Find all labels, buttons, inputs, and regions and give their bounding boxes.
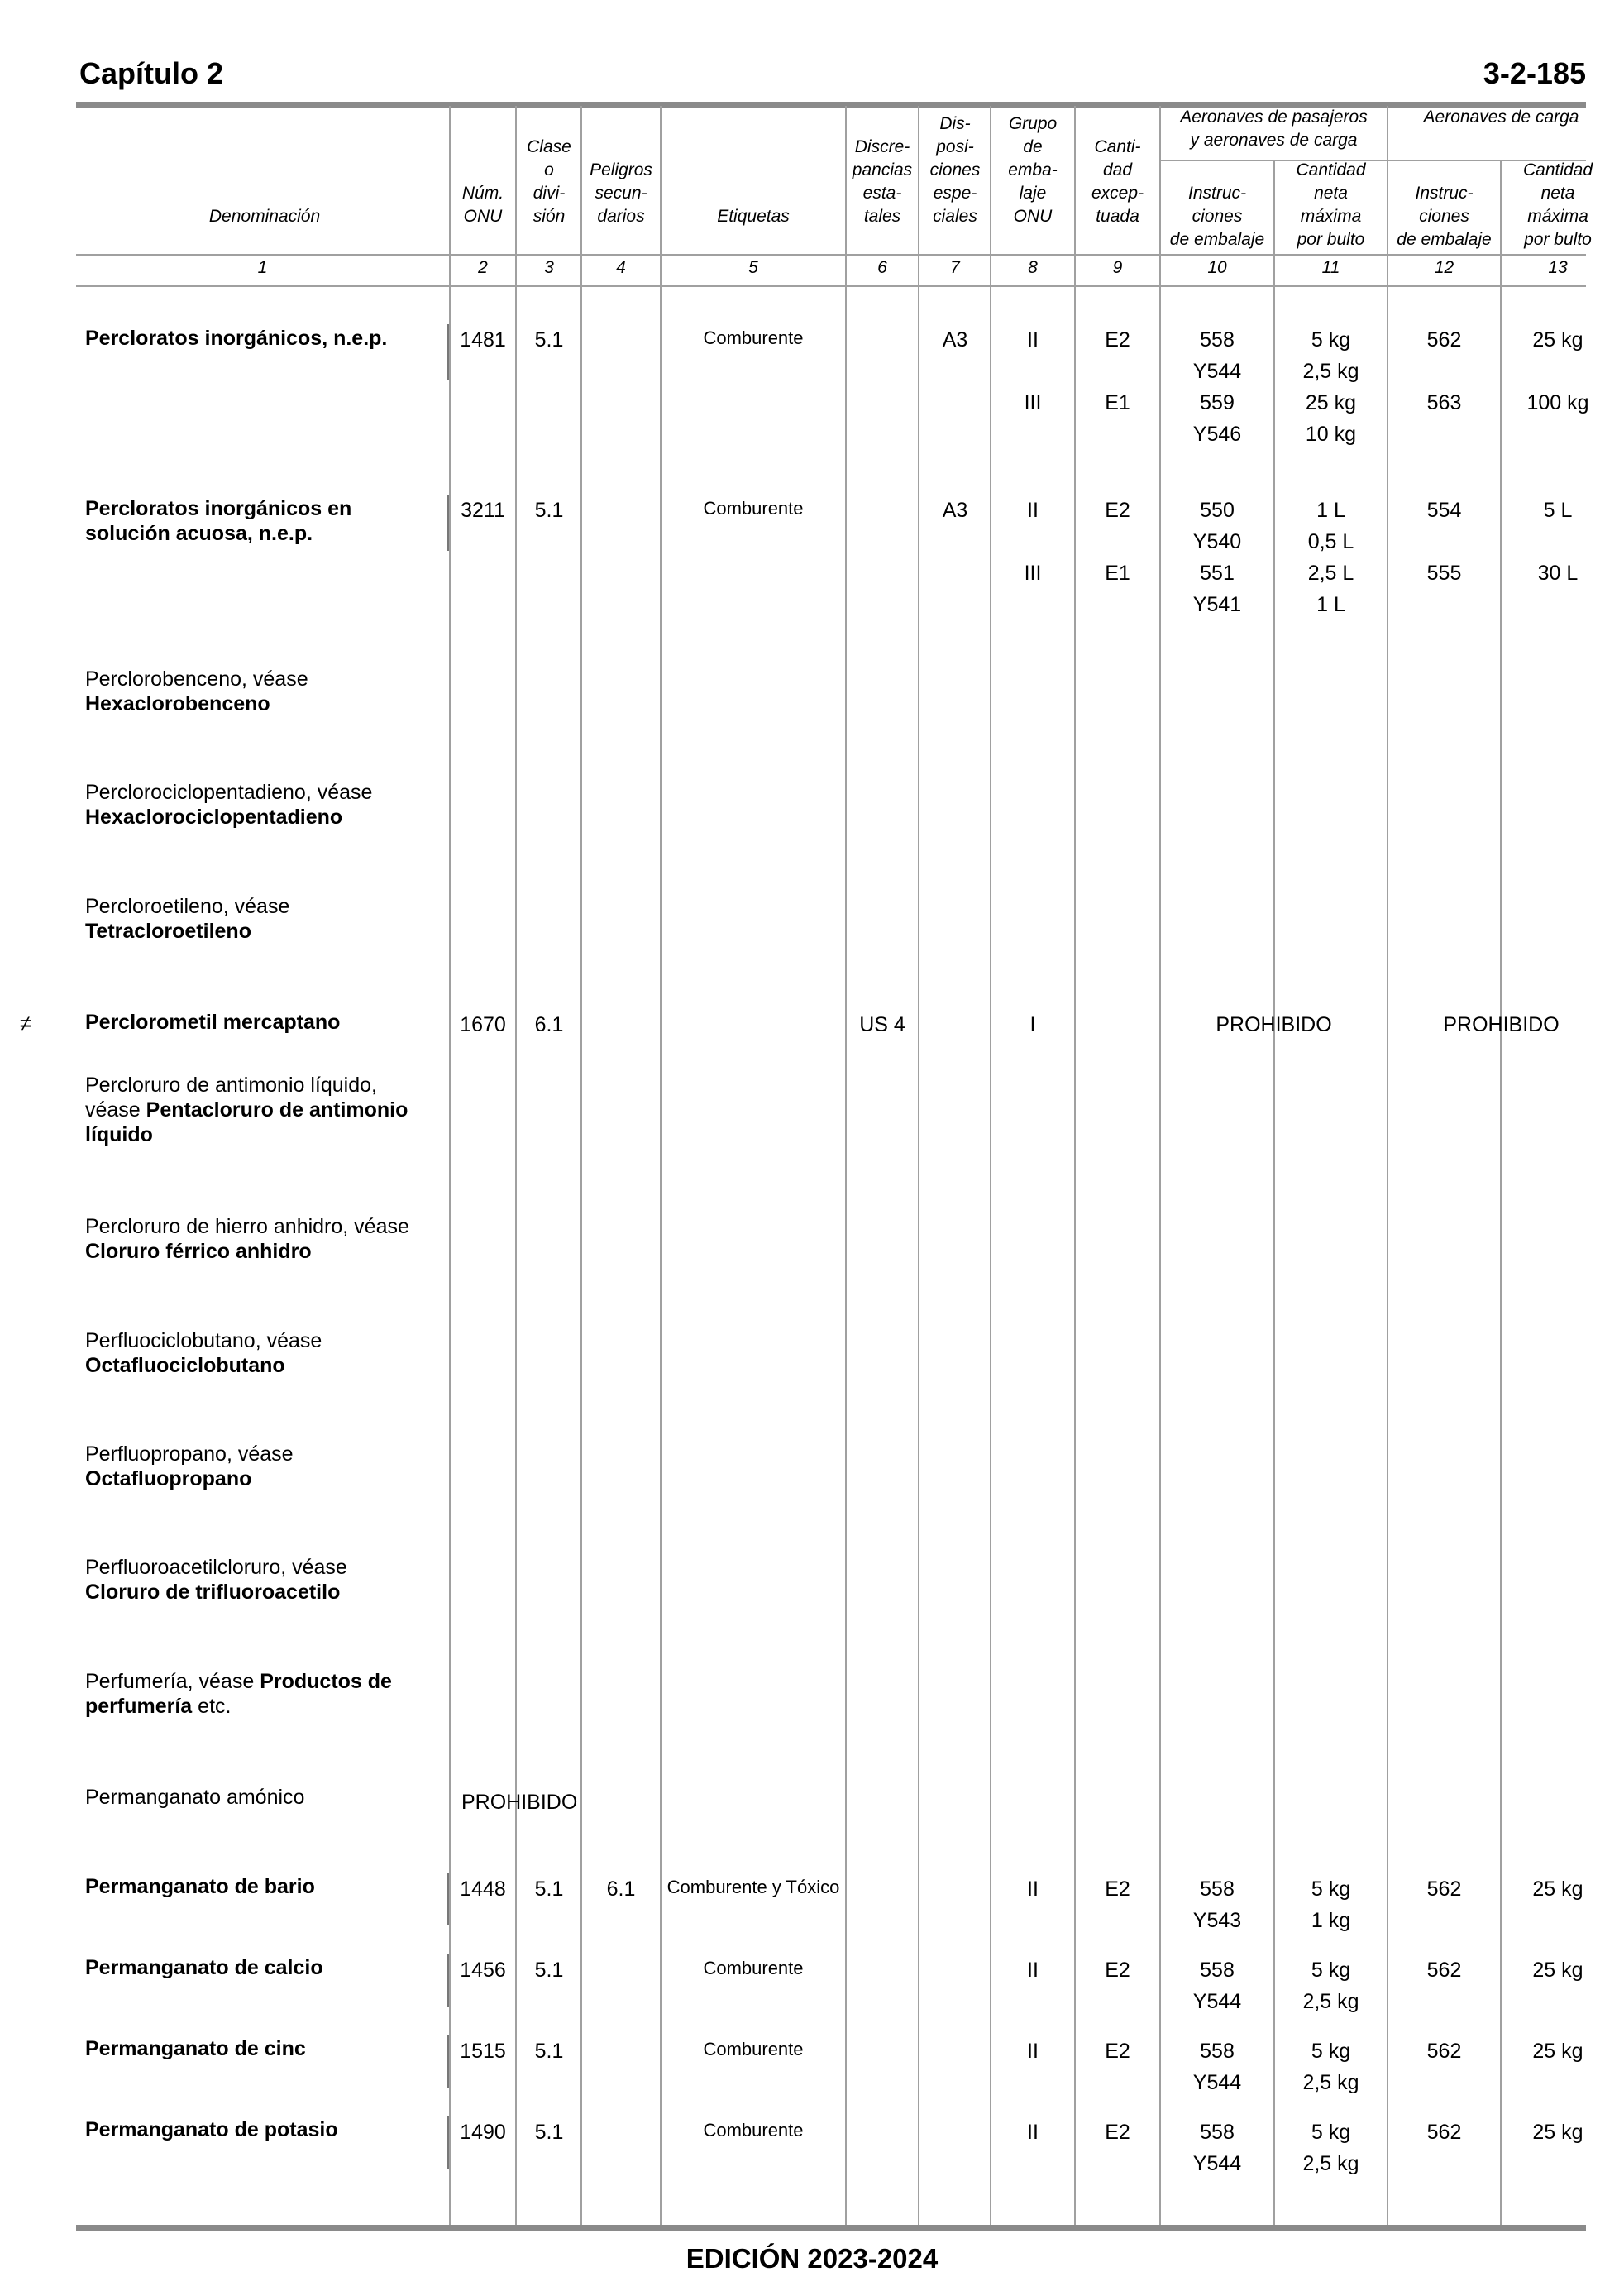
col-number: 9 [1112, 258, 1123, 277]
header-pax-max-qty: Cantidad neta máxima por bulto [1296, 160, 1366, 249]
table-row-name: Perfluopropano, véase Octafluopropano [85, 1442, 294, 1490]
pax-instruction: 558 [1200, 1877, 1235, 1901]
hazard-label: Comburente [703, 2120, 804, 2141]
header-denominacion: Denominación [208, 207, 321, 226]
packing-group: II [1027, 499, 1039, 522]
pax-max-qty: 5 kg [1311, 2121, 1351, 2144]
pax-max-qty: 5 kg [1311, 2040, 1351, 2063]
table-row-name: Perclorobenceno, véase Hexaclorobenceno [85, 667, 308, 715]
table-row-name: Percloratos inorgánicos en solución acuosa, n.e.p. [85, 497, 352, 545]
cargo-max-qty: 100 kg [1526, 391, 1589, 414]
header-labels: Etiquetas [717, 207, 790, 226]
col-number: 8 [1028, 258, 1038, 277]
col-number: 3 [544, 258, 554, 277]
cargo-instruction: 562 [1426, 1877, 1462, 1901]
pax-max-qty: 5 kg [1311, 1959, 1351, 1982]
excepted-qty: E2 [1105, 328, 1130, 352]
table-row-name: Percloruro de antimonio líquido, véase Pentacloruro de antimonio líquido [85, 1074, 408, 1146]
col-divider [580, 106, 582, 2225]
header-cargo-max-qty: Cantidad neta máxima por bulto [1522, 160, 1593, 249]
col-divider [1500, 160, 1502, 2225]
col-divider [515, 106, 517, 2225]
hazard-label: Comburente [703, 1958, 804, 1978]
edition-footer: EDICIÓN 2023-2024 [685, 2243, 939, 2274]
cargo-instruction: 562 [1426, 2121, 1462, 2144]
un-number: 1490 [460, 2121, 506, 2144]
excepted-qty: E2 [1105, 499, 1130, 522]
packing-group: II [1027, 2040, 1039, 2063]
packing-group: III [1024, 391, 1042, 414]
pax-instruction: 558 [1200, 2121, 1235, 2144]
pax-max-qty: 5 kg [1311, 328, 1351, 352]
pax-forbidden: PROHIBIDO [1216, 1013, 1332, 1036]
excepted-qty: E2 [1105, 2040, 1130, 2063]
col-number: 5 [748, 258, 758, 277]
table-row-name: Perclorociclopentadieno, véase Hexaclorociclopentadieno [85, 781, 373, 829]
state-variation: US 4 [859, 1013, 905, 1036]
table-row-name: Perfluoroacetilcloruro, véase Cloruro de trifluoroacetilo [85, 1556, 347, 1604]
cargo-max-qty: 5 L [1543, 499, 1573, 522]
col-number: 4 [616, 258, 626, 277]
cargo-max-qty: 25 kg [1532, 1959, 1583, 1982]
col-number: 12 [1434, 258, 1454, 277]
cargo-max-qty: 25 kg [1532, 2040, 1583, 2063]
hazard-label: Comburente y Tóxico [666, 1877, 840, 1897]
header-subsidiary: Peligros secun- darios [590, 160, 652, 226]
table-row-name: Percloratos inorgánicos, n.e.p. [85, 327, 388, 350]
packing-group: II [1027, 1877, 1039, 1901]
page-number: 3-2-185 [1483, 56, 1586, 90]
pax-instruction: Y541 [1192, 593, 1242, 616]
header-cargo-aircraft: Aeronaves de carga [1423, 108, 1579, 127]
un-number: 1670 [460, 1013, 506, 1036]
header-class: Clase o divi- sión [527, 137, 571, 226]
pax-max-qty: 0,5 L [1307, 530, 1354, 553]
pax-max-qty: 2,5 kg [1302, 2071, 1359, 2094]
footer-rule [76, 2225, 1586, 2231]
un-number: 3211 [461, 499, 505, 522]
class: 5.1 [534, 1877, 564, 1901]
pax-max-qty: 10 kg [1305, 423, 1357, 446]
class: 5.1 [534, 499, 564, 522]
table-row-name: Permanganato de bario [85, 1875, 315, 1898]
header-pax-instructions: Instruc- ciones de embalaje [1169, 184, 1265, 249]
un-number: 1456 [460, 1959, 506, 1982]
forbidden-status: PROHIBIDO [461, 1791, 578, 1814]
table-row-name: Permanganato de cinc [85, 2037, 306, 2060]
table-row-name: Perclorometil mercaptano [85, 1011, 341, 1034]
col-number: 10 [1207, 258, 1227, 277]
col-number: 6 [877, 258, 887, 277]
pax-instruction: 550 [1200, 499, 1235, 522]
row-marker [447, 1954, 449, 2007]
pax-max-qty: 2,5 kg [1302, 2152, 1359, 2175]
pax-max-qty: 2,5 L [1307, 562, 1354, 585]
packing-group: II [1027, 328, 1039, 352]
col-number: 1 [257, 258, 268, 277]
pax-instruction: 559 [1200, 391, 1235, 414]
table-row-name: Permanganato de calcio [85, 1956, 323, 1979]
packing-group: II [1027, 1959, 1039, 1982]
colnum-bottom-rule [76, 285, 1586, 287]
pax-max-qty: 5 kg [1311, 1877, 1351, 1901]
row-marker [447, 2035, 449, 2088]
pax-max-qty: 2,5 kg [1302, 360, 1359, 383]
pax-instruction: 551 [1200, 562, 1235, 585]
pax-instruction: Y544 [1192, 360, 1242, 383]
cargo-instruction: 555 [1426, 562, 1462, 585]
excepted-qty: E2 [1105, 2121, 1130, 2144]
excepted-qty: E2 [1105, 1877, 1130, 1901]
packing-group: III [1024, 562, 1042, 585]
cargo-instruction: 562 [1426, 1959, 1462, 1982]
col-divider [660, 106, 662, 2225]
header-special-provisions: Dis- posi- ciones espe- ciales [929, 114, 981, 226]
header-passenger-aircraft: Aeronaves de pasajeros y aeronaves de carga [1180, 108, 1368, 150]
pax-instruction: Y544 [1192, 2071, 1242, 2094]
table-row-name: Perfluociclobutano, véase Octafluociclobutano [85, 1329, 322, 1377]
pax-instruction: 558 [1200, 2040, 1235, 2063]
un-number: 1448 [460, 1877, 506, 1901]
row-marker [447, 324, 449, 380]
col-divider [845, 106, 847, 2225]
pax-max-qty: 1 kg [1311, 1909, 1351, 1932]
class: 5.1 [534, 328, 564, 352]
cargo-max-qty: 25 kg [1532, 1877, 1583, 1901]
page-header [79, 56, 1586, 99]
special-provision: A3 [942, 499, 968, 522]
pax-max-qty: 1 L [1316, 499, 1345, 522]
hazard-label: Comburente [703, 2039, 804, 2059]
pax-instruction: Y544 [1192, 2152, 1242, 2175]
cargo-max-qty: 25 kg [1532, 2121, 1583, 2144]
excepted-qty: E1 [1105, 562, 1130, 585]
header-un-number: Núm. ONU [461, 184, 504, 226]
change-mark: ≠ [20, 1011, 32, 1036]
table-row-name: Percloroetileno, véase Tetracloroetileno [85, 895, 290, 943]
packing-group: II [1027, 2121, 1039, 2144]
col-divider [449, 106, 451, 2225]
hazard-label: Comburente [703, 328, 804, 348]
class: 6.1 [534, 1013, 564, 1036]
col-number: 13 [1548, 258, 1568, 277]
cargo-instruction: 563 [1426, 391, 1462, 414]
class: 5.1 [534, 2121, 564, 2144]
header-packing-group: Grupo de emba- laje ONU [1008, 114, 1058, 226]
table-row-name: Permanganato de potasio [85, 2118, 338, 2141]
row-marker [447, 2116, 449, 2169]
header-bottom-rule [76, 254, 1586, 256]
pax-instruction: 558 [1200, 1959, 1235, 1982]
pax-max-qty: 25 kg [1305, 391, 1357, 414]
cargo-forbidden: PROHIBIDO [1443, 1013, 1560, 1036]
excepted-qty: E1 [1105, 391, 1130, 414]
cargo-instruction: 554 [1426, 499, 1462, 522]
row-marker [447, 1873, 449, 1925]
subsidiary-risk: 6.1 [606, 1877, 636, 1901]
pax-max-qty: 1 L [1316, 593, 1345, 616]
row-marker [447, 495, 449, 551]
hazard-label: Comburente [703, 498, 804, 519]
class: 5.1 [534, 1959, 564, 1982]
excepted-qty: E2 [1105, 1959, 1130, 1982]
table-row-name: Percloruro de hierro anhidro, véase Cloruro férrico anhidro [85, 1215, 409, 1263]
cargo-instruction: 562 [1426, 328, 1462, 352]
col-divider [990, 106, 991, 2225]
col-number: 11 [1321, 258, 1340, 277]
col-divider [918, 106, 919, 2225]
cargo-instruction: 562 [1426, 2040, 1462, 2063]
header-state-variations: Discre- pancias esta- tales [852, 137, 913, 226]
pax-instruction: Y540 [1192, 530, 1242, 553]
un-number: 1515 [460, 2040, 506, 2063]
pax-instruction: 558 [1200, 328, 1235, 352]
table-row-name: Permanganato amónico [85, 1786, 305, 1809]
col-divider [1387, 106, 1388, 2225]
pax-instruction: Y543 [1192, 1909, 1242, 1932]
pax-max-qty: 2,5 kg [1302, 1990, 1359, 2013]
pax-instruction: Y544 [1192, 1990, 1242, 2013]
header-excepted-qty: Canti- dad excep- tuada [1091, 137, 1144, 226]
pax-instruction: Y546 [1192, 423, 1242, 446]
col-divider [1074, 106, 1076, 2225]
cargo-max-qty: 30 L [1537, 562, 1579, 585]
header-cargo-instructions: Instruc- ciones de embalaje [1397, 184, 1492, 249]
col-number: 7 [950, 258, 960, 277]
chapter-title: Capítulo 2 [79, 56, 224, 90]
packing-group: I [1029, 1013, 1036, 1036]
un-number: 1481 [460, 328, 506, 352]
class: 5.1 [534, 2040, 564, 2063]
col-number: 2 [478, 258, 488, 277]
special-provision: A3 [942, 328, 968, 352]
table-row-name: Perfumería, véase Productos de perfumería etc. [85, 1670, 392, 1718]
cargo-max-qty: 25 kg [1532, 328, 1583, 352]
